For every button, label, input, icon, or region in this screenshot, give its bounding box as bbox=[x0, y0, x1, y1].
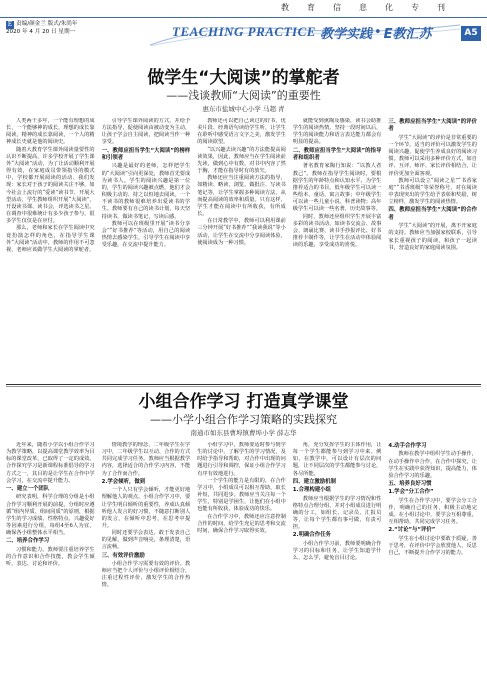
article-divider-thin bbox=[6, 386, 481, 387]
section-heading: 四、建立激励机制 bbox=[292, 478, 336, 485]
article2-byline: 南通市如东县曹埠镇曹埠小学 薛志华 bbox=[190, 429, 297, 437]
paragraph: “以兴趣去读兴趣”的方法能提高阅读效果，因此，教师应当在学生阅读前先读，做到心中有数，对书中内容了然于胸，才能在指导时有的放矢。 bbox=[197, 146, 286, 175]
banner-chinese: 教学实践 bbox=[319, 26, 372, 42]
section-heading: 1.学会“分工合作” bbox=[388, 489, 434, 496]
paragraph: 教师还可以把自己读过的好书、优美片段、经典语句读给学生听，让学生在聆听中感受语言文字之美，激发学生的阅读欲望。 bbox=[197, 118, 286, 146]
banner-english: TEACHING PRACTICE bbox=[172, 24, 316, 39]
page-number-badge: A5 bbox=[461, 26, 481, 41]
article-divider bbox=[6, 384, 481, 385]
paragraph: 近年来，随着小学以小组合作学习为教学策略，以提高课堂教学效率为目标的课堂改革，已取得了一定的成效。合作探究学习是新课程标准倡导的学习方式之一，其目的是让学生在合作中学会学习，在交流中提升能力。 bbox=[6, 442, 95, 484]
paragraph: 教师可以在班级里开展“读书分享会”“好书推荐”等活动，用自己的阅读热情去感染学生，引导学生在阅读中享受乐趣，在交流中提升能力。 bbox=[101, 220, 191, 249]
article2-title: 小组合作学习 打造真学课堂 bbox=[138, 392, 349, 412]
article1-column-2 bbox=[102, 118, 191, 380]
article2-column-4 bbox=[293, 442, 382, 682]
paragraph: 教师可以设立“阅读之星”“书香家庭”“书香班级”等荣誉称号，对在阅读中表现突出的学生给予表彰和奖励，树立榜样，激发学生的阅读热情。 bbox=[388, 177, 477, 206]
article1-column-1 bbox=[6, 118, 95, 380]
section-heading: 2.“讨论”与“评价” bbox=[388, 527, 436, 534]
issue-meta bbox=[6, 20, 114, 36]
article2-column-5 bbox=[388, 442, 477, 682]
paragraph: 小组学习中，教师要适时参与到学生的讨论中，了解学生的学习情况，及时给予指导和帮助，对合作中出现的问题进行引导和调控，保证小组合作学习有序有效地进行。 bbox=[197, 442, 286, 477]
paragraph: 随着大教育学生课外阅读量要性的认识不断提高，许多学校开展了学生课外“大阅读”活动，为了让活动顺利开展得有效，在家庭成员带领指导的模式中，学校都开展阅读的活动、我们发现：家长对于孩子的阅读关注不够，如今社会上流行的“爱读”读书节、开展大型活动，学生教师组织开展“大阅读”，开设读书课、读书会，评选读书之星。在调查中很难统计有多少孩子参与，很多学生仅仅是在应付。 bbox=[6, 146, 95, 225]
section-heading: 三、有效评价激励 bbox=[101, 552, 145, 559]
paragraph: 学生“大阅读”的评价是非常重要的一个环节。适当的评价可以激发学生的阅读兴趣，促使学生养成良好的阅读习惯。教师可以采用多种评价方式，如自评、互评、师评、家长评价相结合，让评价更加全面客观。 bbox=[388, 134, 477, 177]
section-heading: 2.明确合作任务 bbox=[292, 532, 331, 539]
article1-byline: 惠东市盐城中心小学 马超 青 bbox=[202, 105, 285, 113]
column-band bbox=[0, 0, 487, 14]
paragraph: 教师在教学中组织学生动手操作，在动手操作中合作，在合作中探究，让学生在实践中获得知识，提高能力，体验合作学习的乐趣。 bbox=[388, 451, 477, 479]
paragraph: 教师还应当注重阅读方法的指导，如精读、略读、浏览、做批注、写读书笔记等，让学生掌握多种阅读方法，从而提高阅读的效率和质量。只有这样，学生才能在阅读中有所收获，有所成长。 bbox=[197, 175, 286, 218]
section-heading: 四、教师应担当学生“大阅读”的合作者 bbox=[388, 207, 477, 221]
paragraph: 那么，老师和家长在学生阅读中究竟扮演怎样的角色，在指导学生课外“大阅读”活动中，教师的作用不可忽视，老师应该做学生大阅读的掌舵者。 bbox=[6, 225, 95, 253]
section-banner bbox=[172, 21, 432, 43]
paragraph: 小组合作学习前，教师要明确合作学习的目标和任务，让学生知道学什么、怎么学，避免盲目讨论。 bbox=[292, 540, 382, 562]
banner-separator: • bbox=[373, 24, 382, 40]
article2-subtitle: ——小学小组合作学习策略的实践探究 bbox=[150, 413, 337, 426]
section-heading: 三、教师应担当学生“大阅读”的评价者 bbox=[388, 119, 477, 133]
paragraph: 学生在合作学习中，要学会分工合作，明确自己的任务，积极主动地完成。在小组讨论中，要学会互相尊重，互相帮助，共同完成学习任务。 bbox=[388, 497, 477, 526]
paper-logo-icon: E bbox=[7, 21, 13, 28]
section-heading: 一、教师应担当学生“大阅读”的榜样和引领者 bbox=[101, 147, 191, 162]
paragraph: 情境教学的理念，二年级学生在学习中，二年级学生以互动、合作的方式共同完成学习任务。教师应当根据教学内容，选择适合的合作学习内容，不能为了合作而合作。 bbox=[101, 442, 191, 477]
article2-column-1 bbox=[6, 442, 95, 682]
banner-brand: E教汇苏 bbox=[383, 26, 432, 42]
section-heading: 五、培养良好习惯 bbox=[388, 481, 432, 488]
paragraph: 引导学生课外阅读的方式，并给予方法指导，促使阅读由被动变为主动，让孩子学会自主阅读，把阅读当作一种享受。 bbox=[101, 118, 191, 146]
paragraph: 就能受到熏陶及感染，读书会助推学生的阅读热情。坚持一段时间以后，学生的阅读能力和语言表达能力都会有明显的提高。 bbox=[292, 118, 382, 146]
article1-title: 做学生“大阅读”的掌舵者 bbox=[147, 68, 340, 88]
paragraph: 教师应当根据学生的学习情况和性格特点合理分组，并对小组成员进行明确的分工，如组长、记录员、汇报员等，让每个学生都有事可做，有责可担。 bbox=[292, 495, 382, 531]
issue-date: 2020 年 4 月 20 日 星期一 bbox=[6, 29, 76, 35]
paragraph: 同时，教师还应组织学生开展丰富多彩的读书活动，如读书交流会、故事会、朗诵比赛、读书手抄报评比、好书推荐卡制作等，让学生在活动中体验阅读的乐趣，享受成功的喜悦。 bbox=[292, 213, 382, 249]
page-header bbox=[0, 0, 487, 46]
paragraph: 学生“大阅读”的开展，离不开家庭的支持。教师应当加强家校联系，引导家长重视孩子的阅读，和孩子一起读书，营造良好的家庭阅读氛围。 bbox=[388, 223, 477, 251]
article1-subtitle: ——浅谈教师“大阅读”的重要性 bbox=[166, 89, 321, 102]
section-heading: 2.学会倾听，做到 bbox=[101, 478, 146, 485]
paragraph: 习惯和能力。教师要注重培养学生的合作意识和合作技能，教会学生倾听、表达、讨论和评价。 bbox=[6, 546, 95, 567]
article2-column-3 bbox=[197, 442, 286, 682]
section-heading: 1.合理构建小组 bbox=[292, 487, 331, 494]
paragraph: 一个人只有学会倾听，才能更好地理解他人的观点。小组合作学习中，要让学生明白倾听的重要性，养成认真倾听他人发言的好习惯，不随意打断别人的发言，在倾听中思考，在思考中提升。 bbox=[101, 487, 191, 529]
article1-column-4 bbox=[293, 118, 382, 380]
paragraph: 小组合作学习需要有效的评价。教师应当把个人评价与小组评价相结合，注重过程性评价，激发学生的合作热情。 bbox=[101, 561, 191, 589]
paragraph: 学生在小组讨论中要敢于质疑，善于思考，在评价中学会欣赏他人，反思自己，不断提升合作学习的能力。 bbox=[388, 535, 477, 557]
section-heading: 二、教师应担当学生“大阅读”的指导者和组织者 bbox=[292, 147, 382, 162]
article1-column-3 bbox=[197, 118, 286, 380]
header-rule bbox=[0, 17, 487, 18]
article2-body bbox=[6, 442, 481, 682]
paragraph: 角，充分发挥学生的主体作用，让每一个学生都能参与到学习中来。例如，在教学中，可以设计有层次的问题，让不同层次的学生都能参与讨论，各尽所能。 bbox=[292, 442, 382, 477]
paragraph: 人类两千多年，一个能有理想的成长，一个能够神的成长，理想的成长靠阅读，精神的成长靠阅读，一个人的精神成长史就是他的阅读史。 bbox=[6, 118, 95, 146]
paragraph: 研究表明，科学合理的分组是小组合作学习顺利开展的前提。分组时应遵循“组内异质、组间同质”的原则，根据学生的学习成绩、性格特点、兴趣爱好等因素进行分组，每组4至6人为宜，确保各小组整体水平相当。 bbox=[6, 494, 95, 537]
paragraph: 兴趣是最好的老师，怎样把学生的“大阅读”引向更深处，教师首先要成为读书人。学生的阅读兴趣是第一位的，学生的阅读兴趣被点燃，他们才会积极主动的、持之以恒地去阅读。一个不读书的教师很难培养出爱读书的学生。教师要有自己的读书计划，每天坚持读书，做读书笔记，写读后感。 bbox=[101, 163, 191, 220]
article2-column-2 bbox=[102, 442, 191, 682]
column-band-text: 教育信息化专刊 bbox=[281, 2, 463, 12]
paragraph: 同时还要学会表达，敢于发表自己的见解，做到声音响亮，条理清楚，语言流畅。 bbox=[101, 530, 191, 551]
paragraph: 一个学生的能力是有限的，在合作学习中，小组成员可以相互帮助，取长补短，共同进步。教师应当关注每一个学生，特别是学困生，让他们在小组中也能有所收获，体验成功的快乐。 bbox=[197, 477, 286, 513]
section-heading: 4.动手合作学习 bbox=[388, 443, 427, 449]
paragraph: 在合作学习中，教师还应注意控制合作的时间，给学生充足的思考和交流时间，确保合作学习取得实效。 bbox=[197, 513, 286, 534]
article1-body bbox=[6, 118, 481, 380]
article1-column-5 bbox=[388, 118, 477, 380]
paragraph: 著名教育家陶行知说：“以教人者教己”。教师在指导学生阅读时，要根据学生的年龄特点和认知水平，为学生推荐适合的书目。低年级学生可以读一些绘本、童话、寓言故事；中年级学生可以读一些儿童小说、科普读物；高年级学生可以读一些名著、历史故事等。 bbox=[292, 163, 382, 213]
section-heading: 二、培养合作学习 bbox=[6, 538, 50, 545]
paragraph: 在日常教学中，教师可以利用课前三分钟开展“好书推荐”“我读我说”等小活动，让学生在交流中分享阅读体验，使阅读成为一种习惯。 bbox=[197, 218, 286, 246]
issue-editors: 责编/颜金兰 版式/朱尚年 bbox=[16, 21, 78, 27]
section-heading: 一、建立一个团队 bbox=[6, 485, 50, 492]
